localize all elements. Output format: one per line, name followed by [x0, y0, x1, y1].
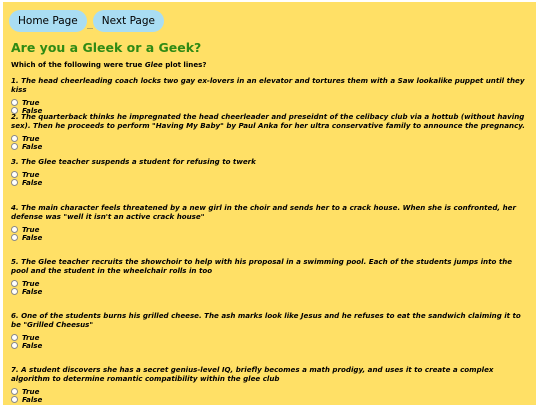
option-false[interactable]: [11, 395, 525, 403]
option-label: True: [22, 133, 40, 143]
radio-button[interactable]: [11, 234, 18, 241]
option-true[interactable]: [11, 170, 525, 178]
option-true[interactable]: [11, 134, 525, 142]
intro-suffix: plot lines?: [162, 60, 207, 69]
question-text: 6. One of the students burns his grilled cheese. The ash marks look like Jesus and he refuses to eat the sandwich claiming it to be "Grilled Cheesus": [11, 311, 521, 329]
radio-button[interactable]: [11, 135, 18, 142]
option-label: False: [22, 177, 43, 187]
option-label: True: [22, 278, 40, 288]
nav-bar: [9, 10, 164, 32]
option-label: False: [22, 340, 43, 350]
intro-prefix: Which of the following were true: [11, 60, 145, 69]
question-text: 7. A student discovers she has a secret genius-level IQ, briefly becomes a math prodigy, and uses it to create a complex algorithm to determine romantic compatibility within the glee club: [11, 365, 494, 383]
radio-button[interactable]: [11, 334, 18, 341]
option-label: False: [22, 141, 43, 151]
home-page-button[interactable]: Home Page: [9, 10, 87, 32]
quiz-intro: [11, 60, 207, 69]
question-3: [11, 157, 525, 186]
option-label: True: [22, 386, 40, 396]
option-label: False: [22, 105, 43, 115]
question-text: 2. The quarterback thinks he impregnated the head cheerleader and preseidnt of the celibacy club via a hottub (without having sex). Then he proceeds to perform "Having My Baby" by Paul Anka for her ultra conservative family to announce the pregnancy.: [11, 112, 525, 130]
page-title: Are you a Gleek or a Geek?: [11, 40, 202, 55]
radio-button[interactable]: [11, 342, 18, 349]
option-true[interactable]: [11, 279, 525, 287]
next-page-button[interactable]: Next Page: [93, 10, 164, 32]
option-false[interactable]: [11, 142, 525, 150]
option-false[interactable]: [11, 341, 525, 349]
radio-button[interactable]: [11, 280, 18, 287]
option-label: False: [22, 394, 43, 404]
option-true[interactable]: [11, 98, 525, 106]
option-label: True: [22, 97, 40, 107]
option-true[interactable]: [11, 225, 525, 233]
radio-button[interactable]: [11, 288, 18, 295]
question-4: [11, 203, 525, 241]
option-true[interactable]: [11, 333, 525, 341]
nav-divider: [87, 28, 93, 29]
question-2: [11, 112, 525, 150]
option-label: True: [22, 169, 40, 179]
radio-button[interactable]: [11, 388, 18, 395]
radio-button[interactable]: [11, 179, 18, 186]
question-1: [11, 76, 525, 114]
option-true[interactable]: [11, 387, 525, 395]
question-text: 1. The head cheerleading coach locks two gay ex-lovers in an elevator and tortures them with a Saw lookalike puppet until they kiss: [11, 76, 525, 94]
question-6: [11, 311, 525, 349]
option-false[interactable]: [11, 233, 525, 241]
quiz-page: [3, 2, 536, 405]
question-text: 5. The Glee teacher recruits the showchoir to help with his proposal in a swimming pool. Each of the students jumps into the pool and the student in the wheelchair rolls in too: [11, 257, 513, 275]
radio-button[interactable]: [11, 396, 18, 403]
option-label: True: [22, 332, 40, 342]
option-false[interactable]: [11, 178, 525, 186]
question-text: 3. The Glee teacher suspends a student for refusing to twerk: [11, 157, 256, 166]
question-5: [11, 257, 525, 295]
radio-button[interactable]: [11, 171, 18, 178]
question-7: [11, 365, 525, 403]
option-label: False: [22, 232, 43, 242]
option-label: False: [22, 286, 43, 296]
radio-button[interactable]: [11, 99, 18, 106]
question-text: 4. The main character feels threatened by a new girl in the choir and sends her to a crack house. When she is confronted, her defense was "well it isn't an active crack house": [11, 203, 516, 221]
option-label: True: [22, 224, 40, 234]
radio-button[interactable]: [11, 226, 18, 233]
option-false[interactable]: [11, 287, 525, 295]
radio-button[interactable]: [11, 143, 18, 150]
intro-emphasis: Glee: [144, 60, 163, 69]
